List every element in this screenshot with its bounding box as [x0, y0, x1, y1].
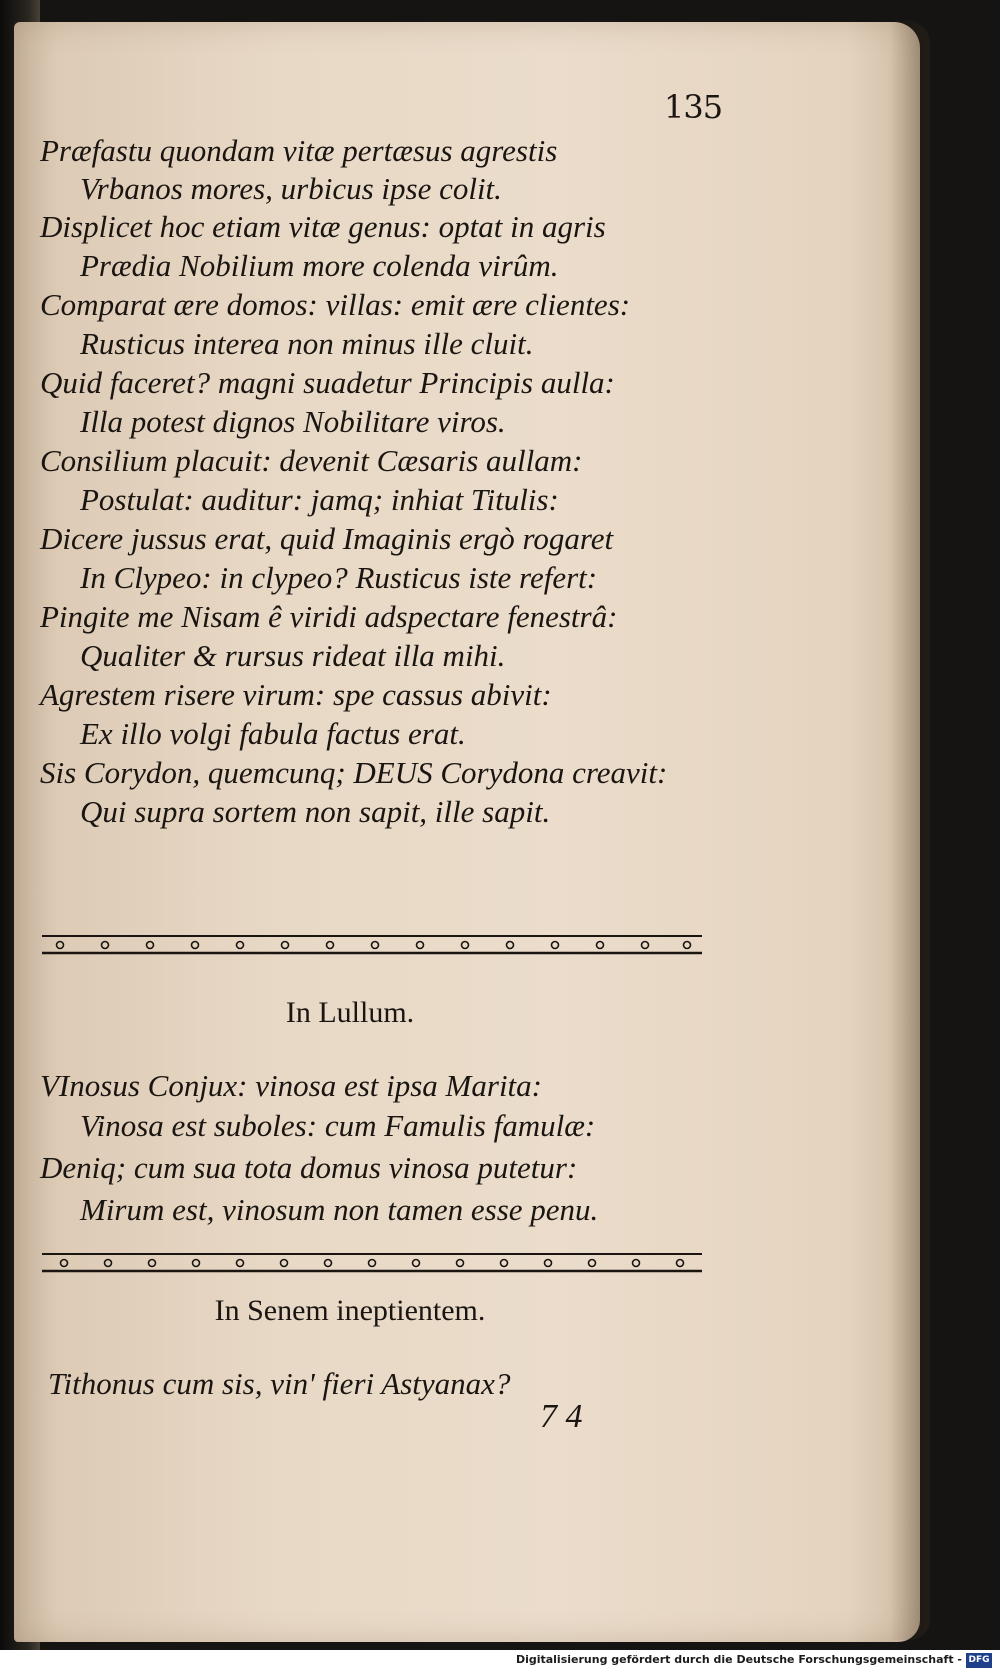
- verse-line: Agrestem risere virum: spe cassus abivit:: [40, 677, 552, 712]
- verse-line: Vrbanos mores, urbicus ipse colit.: [80, 171, 502, 206]
- ornament-divider: [42, 934, 702, 956]
- verse-line: Sis Corydon, quemcunq; DEUS Corydona creavit:: [40, 755, 668, 790]
- poem-title: In Senem ineptientem.: [214, 1294, 486, 1327]
- verse-line: Illa potest dignos Nobilitare viros.: [80, 404, 506, 439]
- dfg-logo-icon: DFG: [966, 1653, 992, 1668]
- verse-line: Tithonus cum sis, vin' fieri Astyanax?: [48, 1366, 511, 1401]
- poem-title: In Lullum.: [285, 996, 415, 1029]
- ornament-divider: [42, 1252, 702, 1274]
- verse-line: Deniq; cum sua tota domus vinosa putetur:: [40, 1150, 578, 1185]
- verse-line: Mirum est, vinosum non tamen esse penu.: [80, 1192, 599, 1227]
- page-number: 135: [664, 88, 723, 126]
- verse-line: Dicere jussus erat, quid Imaginis ergò rogaret: [40, 521, 614, 556]
- verse-line: Displicet hoc etiam vitæ genus: optat in agris: [40, 209, 606, 244]
- verse-line: In Clypeo: in clypeo? Rusticus iste refert:: [80, 560, 598, 595]
- verse-line: Qui supra sortem non sapit, ille sapit.: [80, 794, 551, 829]
- verse-line: Consilium placuit: devenit Cæsaris aullam:: [40, 443, 583, 478]
- verse-line: Postulat: auditur: jamq; inhiat Titulis:: [80, 482, 559, 517]
- verse-line: Rusticus interea non minus ille cluit.: [80, 326, 534, 361]
- verse-line: Vinosa est suboles: cum Famulis famulæ:: [80, 1108, 596, 1143]
- verse-line: VInosus Conjux: vinosa est ipsa Marita:: [40, 1068, 542, 1103]
- verse-line: Qualiter & rursus rideat illa mihi.: [80, 638, 506, 673]
- catchword: 7 4: [540, 1398, 583, 1435]
- verse-line: Ex illo volgi fabula factus erat.: [80, 716, 466, 751]
- page-edge-shadow: [890, 20, 930, 1640]
- footer-text: Digitalisierung gefördert durch die Deutsche Forschungsgemeinschaft -: [515, 1653, 962, 1666]
- verse-line: Pingite me Nisam ê viridi adspectare fenestrâ:: [40, 599, 618, 634]
- verse-line: Prædia Nobilium more colenda virûm.: [80, 248, 559, 283]
- verse-line: Comparat ære domos: villas: emit ære clientes:: [40, 287, 631, 322]
- footer-bar: [0, 1650, 1000, 1672]
- verse-line: Præfastu quondam vitæ pertæsus agrestis: [40, 133, 558, 168]
- verse-line: Quid faceret? magni suadetur Principis aulla:: [40, 365, 615, 400]
